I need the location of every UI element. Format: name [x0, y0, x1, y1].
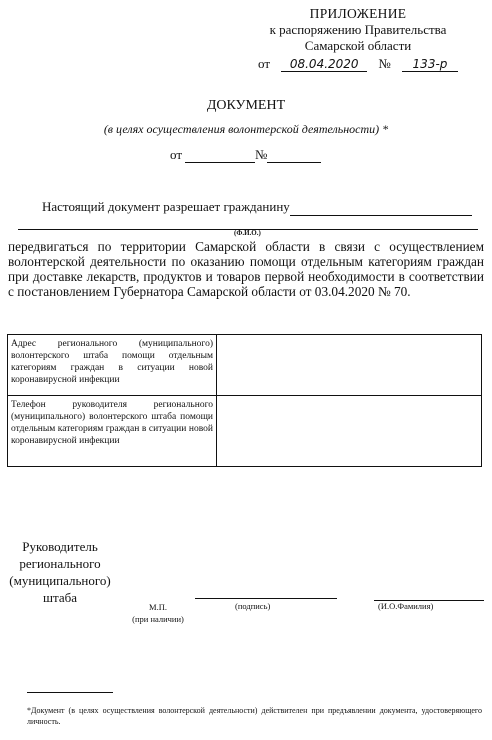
- appendix-line-2: к распоряжению Правительства: [269, 22, 447, 37]
- table-label-phone: Телефон руководителя регионального (муниципального) волонтерского штаба помощи отдельным категориям граждан в ситуации новой коронавирусной инфекции: [8, 396, 217, 467]
- appendix-title: ПРИЛОЖЕНИЕ: [309, 6, 407, 21]
- document-subtitle: (в целях осуществления волонтерской деятельности) *: [103, 122, 389, 136]
- signature-caption: (подпись): [235, 601, 271, 611]
- stamp-note: (при наличии): [132, 614, 184, 624]
- appendix-date: 08.04.2020: [281, 58, 367, 72]
- appendix-line-3: Самарской области: [304, 38, 412, 53]
- head-title-line: регионального: [19, 556, 101, 571]
- appendix-date-line: [258, 56, 458, 72]
- fio-caption: (Ф.И.О.): [234, 229, 261, 237]
- permission-text: Настоящий документ разрешает гражданину: [42, 199, 290, 214]
- appendix-no-sign: №: [378, 56, 391, 71]
- stamp-place: [128, 601, 188, 625]
- document-title: ДОКУМЕНТ: [206, 98, 286, 113]
- head-title: [0, 538, 120, 606]
- permission-body: передвигаться по территории Самарской области в связи с осуществлением волонтерской деятельности по оказанию помощи отдельным категориям граждан при доставке лекарств, продуктов и товаров первой необходимости в соответствии с постановлением Губернатора Самарской области от 03.04.2020 № 70.: [8, 239, 484, 299]
- citizen-name-blank[interactable]: [290, 199, 472, 216]
- signature-line[interactable]: [195, 598, 337, 599]
- table-value-phone[interactable]: [217, 396, 482, 467]
- name-caption: (И.О.Фамилия): [378, 601, 434, 611]
- document-ot-label: от: [170, 147, 183, 162]
- document-number-blank[interactable]: [267, 146, 321, 163]
- table-label-address: Адрес регионального (муниципального) волонтерского штаба помощи отдельным категориям граждан в ситуации новой коронавирусной инфекции: [8, 335, 217, 396]
- table-value-address[interactable]: [217, 335, 482, 396]
- document-date-blank[interactable]: [185, 146, 255, 163]
- appendix-ot-label: от: [258, 56, 271, 71]
- head-title-line: (муниципального): [9, 573, 111, 588]
- appendix-number: 133-р: [402, 58, 458, 72]
- appendix-header: [258, 6, 458, 72]
- stamp-label: М.П.: [149, 602, 167, 612]
- document-no-sign: №: [255, 147, 268, 162]
- info-table: [7, 334, 482, 467]
- head-title-line: Руководитель: [22, 539, 98, 554]
- document-number-line: [170, 146, 321, 163]
- table-row: [8, 396, 482, 467]
- permission-line: [42, 199, 472, 216]
- footnote: *Документ (в целях осуществления волонтерской деятельности) действителен при предъявлении документа, удостоверяющего личность.: [27, 706, 482, 726]
- footnote-divider: [27, 692, 113, 693]
- head-title-line: штаба: [42, 590, 77, 605]
- table-row: [8, 335, 482, 396]
